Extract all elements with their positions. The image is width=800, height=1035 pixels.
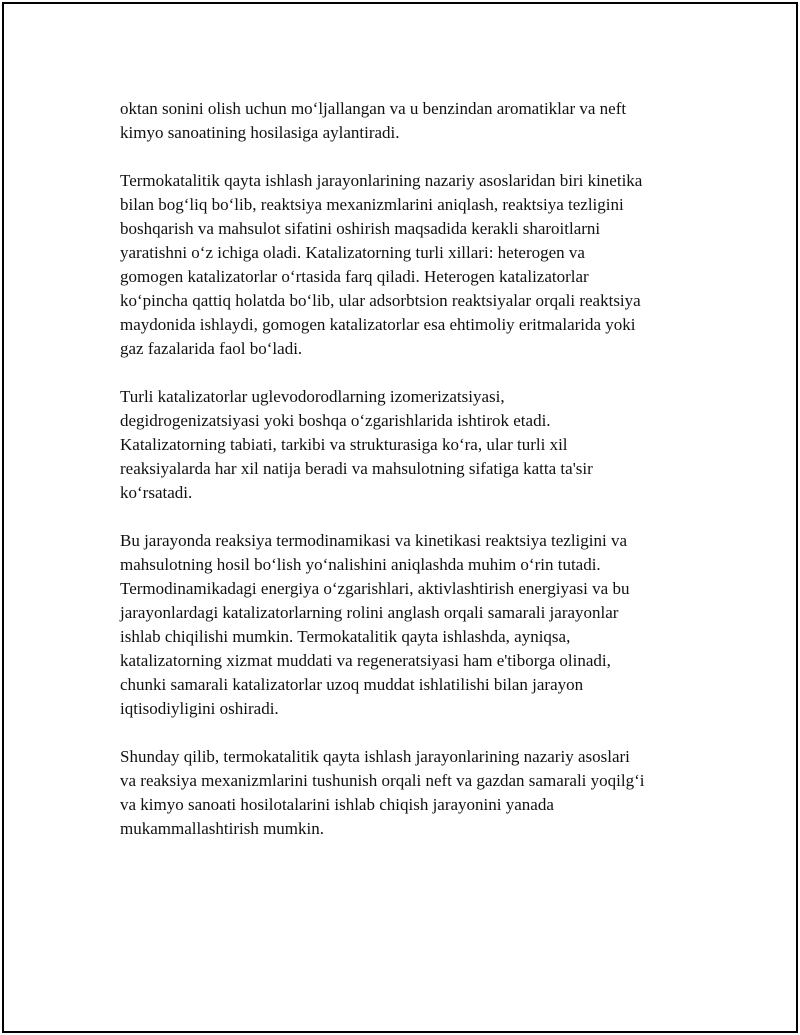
text-line: koʻpincha qattiq holatda boʻlib, ular adsorbtsion reaktsiyalar orqali reaktsiya [120, 291, 641, 310]
document-body [120, 97, 700, 865]
text-line: yaratishni oʻz ichiga oladi. Katalizatorning turli xillari: heterogen va [120, 243, 585, 262]
text-line: degidrogenizatsiyasi yoki boshqa oʻzgarishlarida ishtirok etadi. [120, 411, 551, 430]
text-line: boshqarish va mahsulot sifatini oshirish maqsadida kerakli sharoitlarni [120, 219, 601, 238]
text-line: reaksiyalarda har xil natija beradi va mahsulotning sifatiga katta ta'sir [120, 459, 593, 478]
paragraph-1 [120, 97, 700, 145]
text-line: Termodinamikadagi energiya oʻzgarishlari, aktivlashtirish energiyasi va bu [120, 579, 630, 598]
text-line: katalizatorning xizmat muddati va regeneratsiyasi ham e'tiborga olinadi, [120, 651, 611, 670]
text-line: Termokatalitik qayta ishlash jarayonlarining nazariy asoslaridan biri kinetika [120, 171, 643, 190]
text-line: kimyo sanoatining hosilasiga aylantiradi. [120, 123, 400, 142]
text-line: jarayonlardagi katalizatorlarning rolini anglash orqali samarali jarayonlar [120, 603, 619, 622]
text-line: iqtisodiyligini oshiradi. [120, 699, 279, 718]
text-line: oktan sonini olish uchun moʻljallangan va u benzindan aromatiklar va neft [120, 99, 627, 118]
paragraph-5 [120, 745, 700, 841]
text-line: Bu jarayonda reaksiya termodinamikasi va kinetikasi reaktsiya tezligini va [120, 531, 628, 550]
paragraph-3 [120, 385, 700, 505]
document-page [2, 2, 798, 1033]
text-line: koʻrsatadi. [120, 483, 193, 502]
text-line: mahsulotning hosil boʻlish yoʻnalishini aniqlashda muhim oʻrin tutadi. [120, 555, 601, 574]
text-line: Turli katalizatorlar uglevodorodlarning izomerizatsiyasi, [120, 387, 505, 406]
text-line: Shunday qilib, termokatalitik qayta ishlash jarayonlarining nazariy asoslari [120, 747, 630, 766]
paragraph-4 [120, 529, 700, 721]
text-line: va kimyo sanoati hosilotalarini ishlab chiqish jarayonini yanada [120, 795, 554, 814]
paragraph-2 [120, 169, 700, 361]
text-line: chunki samarali katalizatorlar uzoq muddat ishlatilishi bilan jarayon [120, 675, 584, 694]
text-line: gomogen katalizatorlar oʻrtasida farq qiladi. Heterogen katalizatorlar [120, 267, 589, 286]
text-line: bilan bogʻliq boʻlib, reaktsiya mexanizmlarini aniqlash, reaktsiya tezligini [120, 195, 624, 214]
text-line: mukammallashtirish mumkin. [120, 819, 324, 838]
text-line: gaz fazalarida faol boʻladi. [120, 339, 303, 358]
text-line: maydonida ishlaydi, gomogen katalizatorlar esa ehtimoliy eritmalarida yoki [120, 315, 636, 334]
text-line: va reaksiya mexanizmlarini tushunish orqali neft va gazdan samarali yoqilgʻi [120, 771, 645, 790]
text-line: ishlab chiqilishi mumkin. Termokatalitik qayta ishlashda, ayniqsa, [120, 627, 571, 646]
text-line: Katalizatorning tabiati, tarkibi va strukturasiga koʻra, ular turli xil [120, 435, 568, 454]
